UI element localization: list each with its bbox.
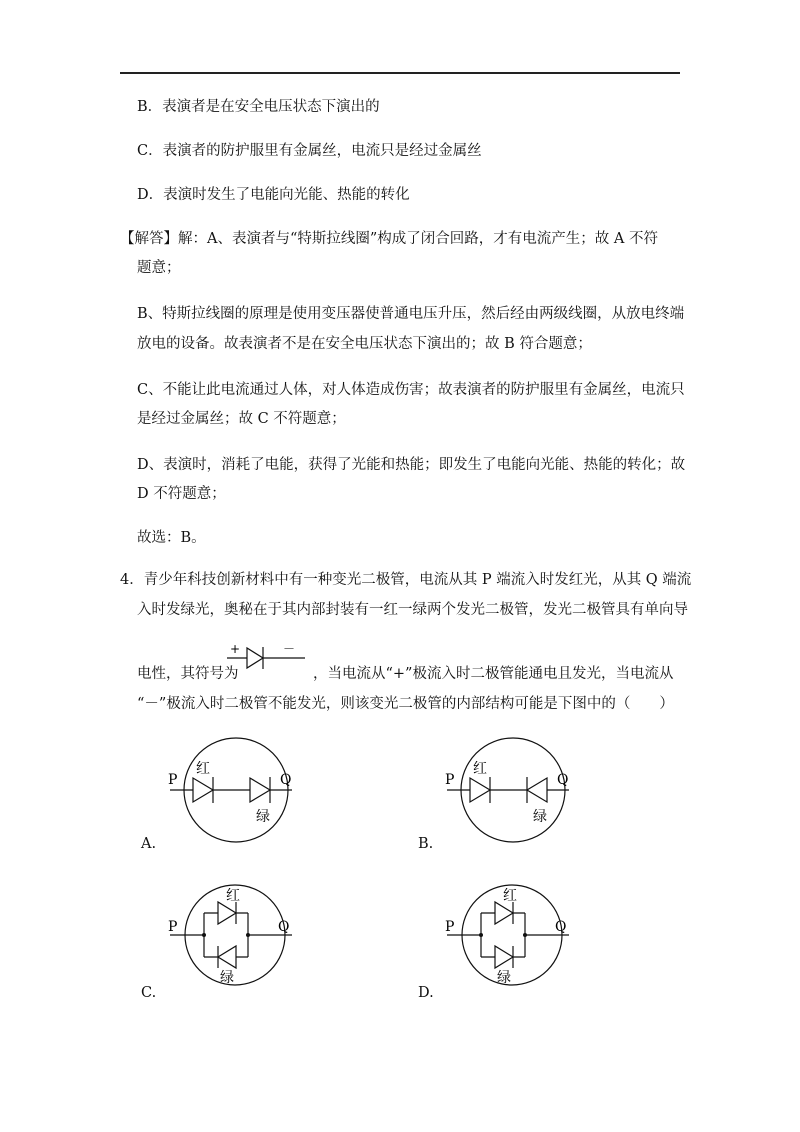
diode-minus-label: － [283, 642, 296, 656]
answer-choice: 故选：B。 [137, 530, 206, 546]
fig-d-caption: D. [418, 985, 434, 1001]
answer-c-2: 是经过金属丝；故 C 不符题意； [137, 411, 346, 427]
diode-symbol-icon [225, 642, 307, 682]
fig-d-red: 红 [503, 888, 517, 904]
fig-a-q: Q [280, 772, 292, 788]
q4-line-1: 4．青少年科技创新材料中有一种变光二极管，电流从其 P 端流入时发红光，从其 Q 端流 [120, 572, 692, 588]
q4-line-3b: ，当电流从“+”极流入时二极管能通电且发光，当电流从 [313, 666, 674, 682]
answer-b-1: B、特斯拉线圈的原理是使用变压器使普通电压升压，然后经由两级线圈，从放电终端 [137, 306, 685, 322]
fig-c-red: 红 [226, 888, 240, 904]
fig-a-green: 绿 [256, 809, 270, 825]
fig-b-red: 红 [473, 761, 487, 777]
q4-line-3a: 电性，其符号为 [137, 666, 239, 682]
fig-c-q: Q [278, 919, 290, 935]
figure-d [437, 880, 577, 990]
answer-line-1: 【解答】解：A、表演者与“特斯拉线圈”构成了闭合回路，才有电流产生；故 A 不符 [120, 231, 658, 247]
answer-line-2: 题意； [137, 260, 181, 276]
figure-a [160, 735, 300, 845]
fig-d-p: P [445, 919, 455, 935]
option-c: C．表演者的防护服里有金属丝，电流只是经过金属丝 [137, 143, 482, 159]
answer-d-1: D、表演时，消耗了电能，获得了光能和热能；即发生了电能向光能、热能的转化；故 [137, 457, 686, 473]
q4-line-2: 入时发绿光，奥秘在于其内部封装有一红一绿两个发光二极管，发光二极管具有单向导 [137, 602, 688, 618]
fig-d-green: 绿 [497, 970, 511, 986]
q4-line-4: “－”极流入时二极管不能发光，则该变光二极管的内部结构可能是下图中的（ ） [137, 696, 674, 712]
fig-c-caption: C. [141, 985, 157, 1001]
fig-a-p: P [168, 772, 178, 788]
figure-b [437, 735, 577, 845]
answer-d-2: D 不符题意； [137, 486, 226, 502]
fig-d-q: Q [555, 919, 567, 935]
option-d: D．表演时发生了电能向光能、热能的转化 [137, 187, 410, 203]
fig-c-p: P [168, 919, 178, 935]
fig-b-caption: B. [418, 836, 434, 852]
fig-b-p: P [445, 772, 455, 788]
diode-plus-label: + [230, 642, 241, 656]
header-rule [120, 72, 680, 74]
fig-a-caption: A. [141, 836, 157, 852]
fig-b-green: 绿 [533, 809, 547, 825]
answer-c-1: C、不能让此电流通过人体，对人体造成伤害；故表演者的防护服里有金属丝，电流只 [137, 382, 685, 398]
fig-a-red: 红 [196, 761, 210, 777]
option-b: B．表演者是在安全电压状态下演出的 [137, 99, 380, 115]
fig-b-q: Q [557, 772, 569, 788]
fig-c-green: 绿 [220, 970, 234, 986]
figure-c [160, 880, 300, 990]
answer-b-2: 放电的设备。故表演者不是在安全电压状态下演出的；故 B 符合题意； [137, 336, 592, 352]
